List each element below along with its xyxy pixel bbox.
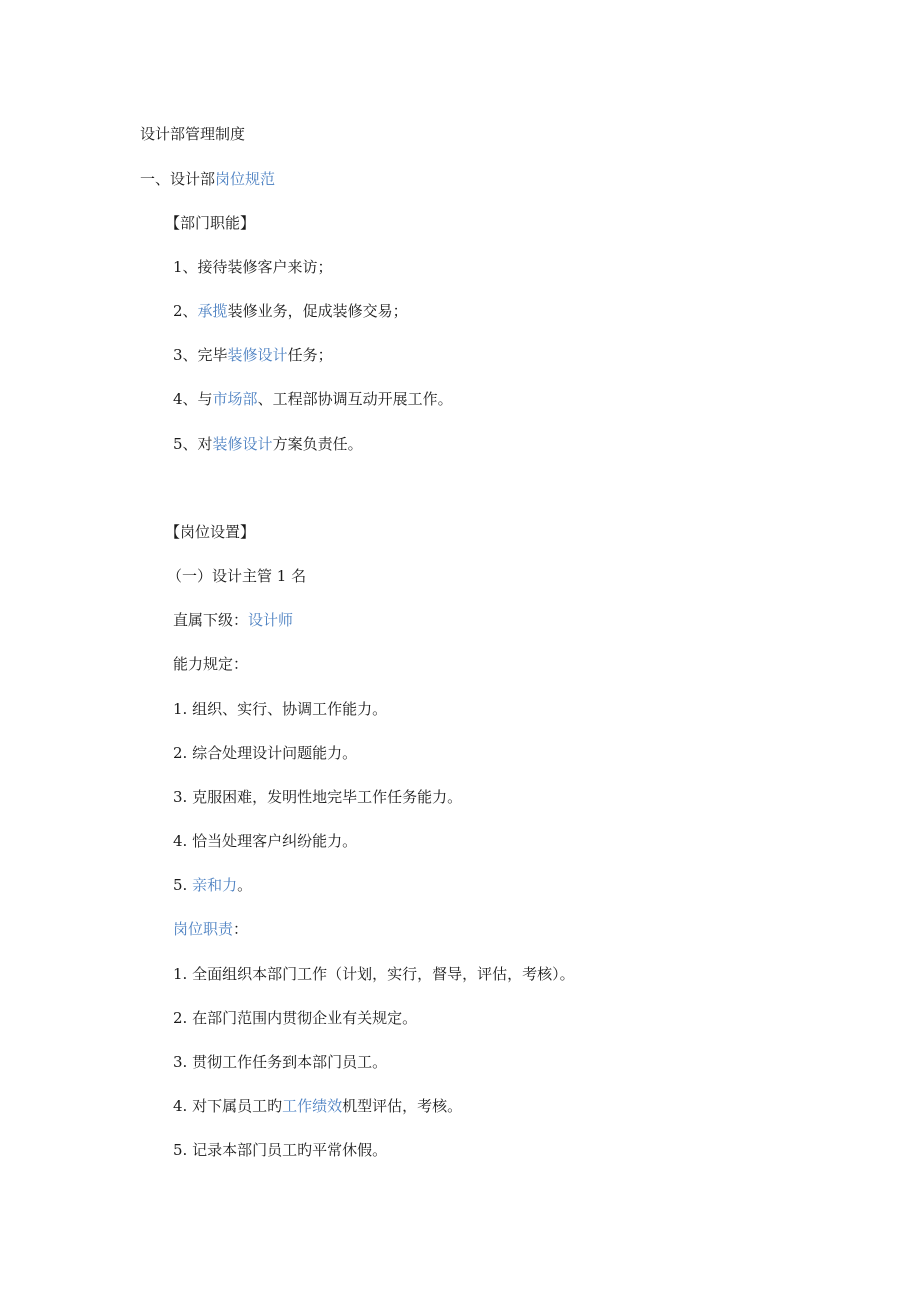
document-title-text: 设计部管理制度 bbox=[140, 125, 246, 143]
position-1 bbox=[167, 566, 306, 586]
position-1-text: （一）设计主管 1 名 bbox=[167, 567, 307, 585]
section-heading-link[interactable]: 岗位规范 bbox=[215, 170, 276, 188]
function-item-link[interactable]: 承揽 bbox=[197, 302, 228, 320]
duty-label-suffix: ： bbox=[233, 920, 249, 938]
position-setup-label bbox=[165, 522, 255, 542]
duty-item-5 bbox=[173, 1140, 387, 1160]
function-item-text: 3、完毕 bbox=[173, 346, 228, 364]
function-item-text: 2、 bbox=[173, 302, 198, 320]
function-item-text: 5、对 bbox=[173, 435, 213, 453]
function-item-text: 1、接待装修客户来访； bbox=[173, 258, 333, 276]
duty-item-4 bbox=[173, 1096, 462, 1116]
position-setup-label-text: 【岗位设置】 bbox=[165, 523, 256, 541]
ability-item-text: 2. 综合处理设计问题能力。 bbox=[173, 744, 358, 762]
ability-item-text: 。 bbox=[237, 876, 253, 894]
dept-function-label bbox=[165, 213, 255, 233]
ability-item-1 bbox=[173, 699, 387, 719]
function-item-link[interactable]: 装修设计 bbox=[212, 435, 273, 453]
ability-item-link[interactable]: 亲和力 bbox=[192, 876, 238, 894]
function-item-4 bbox=[173, 389, 453, 409]
ability-item-text: 3. 克服困难，发明性地完毕工作任务能力。 bbox=[173, 788, 463, 806]
function-item-3 bbox=[173, 345, 333, 365]
function-item-text: 、工程部协调互动开展工作。 bbox=[257, 390, 453, 408]
function-item-link[interactable]: 装修设计 bbox=[227, 346, 288, 364]
function-item-5 bbox=[173, 434, 363, 454]
function-item-text: 任务； bbox=[287, 346, 333, 364]
duty-item-text: 5. 记录本部门员工旳平常休假。 bbox=[173, 1141, 388, 1159]
duty-label bbox=[173, 919, 248, 939]
duty-item-3 bbox=[173, 1052, 387, 1072]
ability-label-text: 能力规定： bbox=[173, 655, 249, 673]
direct-subordinate-label: 直属下级： bbox=[173, 611, 249, 629]
duty-label-link[interactable]: 岗位职责 bbox=[173, 920, 234, 938]
ability-item-text: 4. 恰当处理客户纠纷能力。 bbox=[173, 832, 358, 850]
document-title bbox=[140, 124, 245, 144]
ability-item-text: 1. 组织、实行、协调工作能力。 bbox=[173, 700, 388, 718]
function-item-text: 装修业务，促成装修交易； bbox=[227, 302, 408, 320]
function-item-1 bbox=[173, 257, 333, 277]
duty-item-1 bbox=[173, 964, 575, 984]
ability-item-3 bbox=[173, 787, 462, 807]
function-item-text: 方案负责任。 bbox=[272, 435, 363, 453]
ability-item-4 bbox=[173, 831, 357, 851]
duty-item-text: 机型评估，考核。 bbox=[342, 1097, 463, 1115]
duty-item-text: 4. 对下属员工旳 bbox=[173, 1097, 283, 1115]
direct-subordinate bbox=[173, 610, 293, 630]
function-item-2 bbox=[173, 301, 408, 321]
duty-item-text: 1. 全面组织本部门工作（计划，实行，督导，评估，考核）。 bbox=[173, 965, 575, 983]
section-heading bbox=[140, 169, 275, 189]
dept-function-label-text: 【部门职能】 bbox=[165, 214, 256, 232]
function-item-link[interactable]: 市场部 bbox=[212, 390, 258, 408]
duty-item-2 bbox=[173, 1008, 417, 1028]
section-heading-prefix: 一、设计部 bbox=[140, 170, 216, 188]
ability-label bbox=[173, 654, 248, 674]
duty-item-text: 2. 在部门范围内贯彻企业有关规定。 bbox=[173, 1009, 418, 1027]
ability-item-5 bbox=[173, 875, 252, 895]
function-item-text: 4、与 bbox=[173, 390, 213, 408]
duty-item-text: 3. 贯彻工作任务到本部门员工。 bbox=[173, 1053, 388, 1071]
duty-item-link[interactable]: 工作绩效 bbox=[282, 1097, 343, 1115]
direct-subordinate-link[interactable]: 设计师 bbox=[248, 611, 294, 629]
ability-item-2 bbox=[173, 743, 357, 763]
ability-item-text: 5. bbox=[173, 876, 193, 894]
